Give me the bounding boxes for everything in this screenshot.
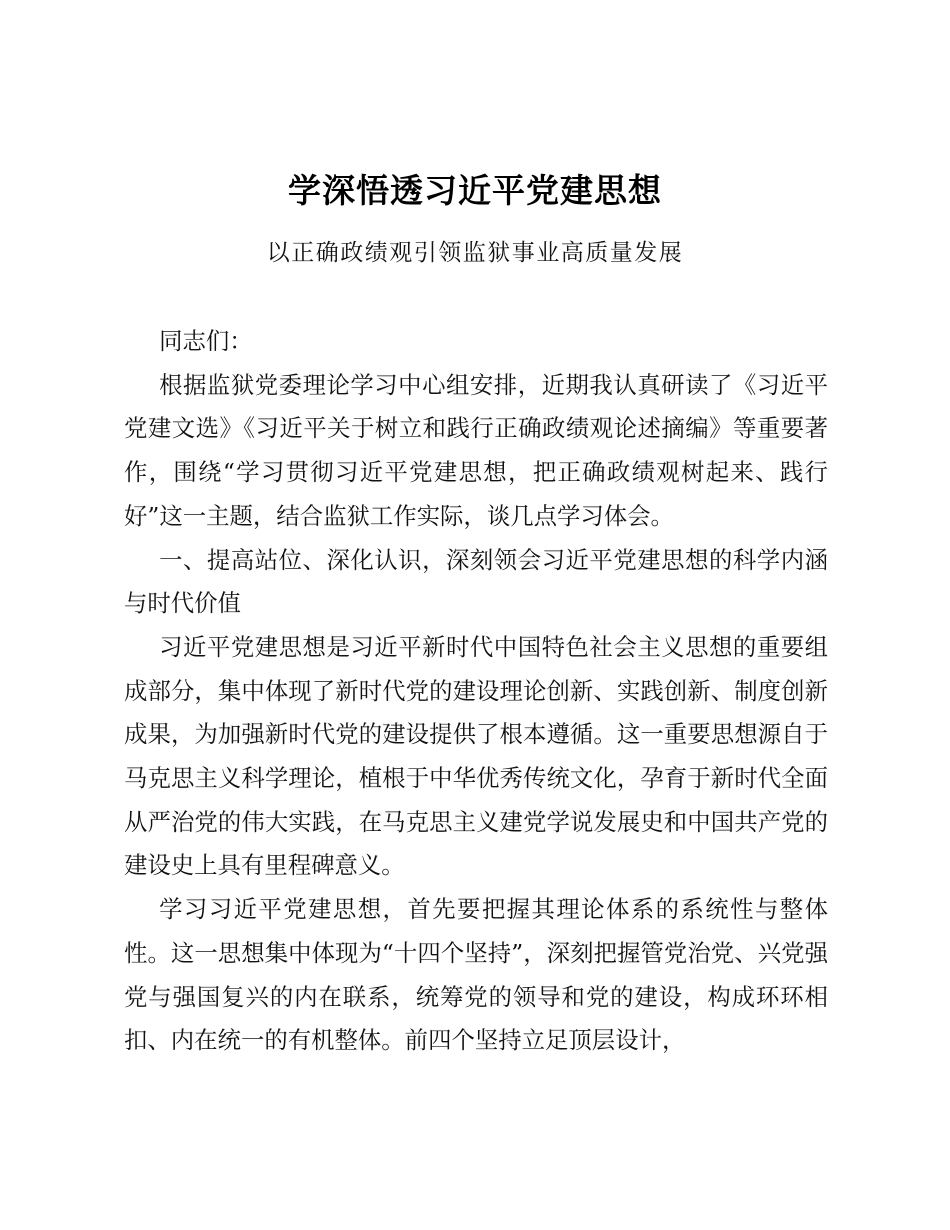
section-heading: 一、提高站位、深化认识，深刻领会习近平党建思想的科学内涵与时代价值 xyxy=(124,545,828,618)
document-title: 学深悟透习近平党建思想 xyxy=(288,171,662,210)
document-body xyxy=(124,320,828,1063)
document-subtitle: 以正确政绩观引领监狱事业高质量发展 xyxy=(266,240,684,266)
body-paragraph: 根据监狱党委理论学习中心组安排，近期我认真研读了《习近平党建文选》《习近平关于树立和践行正确政绩观论述摘编》等重要著作，围绕“学习贯彻习近平党建思想，把正确政绩观树起来、践行好”这一主题，结合监狱工作实际，谈几点学习体会。 xyxy=(124,370,828,530)
body-paragraph: 习近平党建思想是习近平新时代中国特色社会主义思想的重要组成部分，集中体现了新时代党的建设理论创新、实践创新、制度创新成果，为加强新时代党的建设提供了根本遵循。这一重要思想源自于马克思主义科学理论，植根于中华优秀传统文化，孕育于新时代全面从严治党的伟大实践，在马克思主义建党学说发展史和中国共产党的建设史上具有里程碑意义。 xyxy=(124,632,828,880)
body-paragraph: 学习习近平党建思想，首先要把握其理论体系的系统性与整体性。这一思想集中体现为“十四个坚持”，深刻把握管党治党、兴党强党与强国复兴的内在联系，统筹党的领导和党的建设，构成环环相扣、内在统一的有机整体。前四个坚持立足顶层设计， xyxy=(124,895,828,1055)
salutation: 同志们： xyxy=(159,327,253,355)
